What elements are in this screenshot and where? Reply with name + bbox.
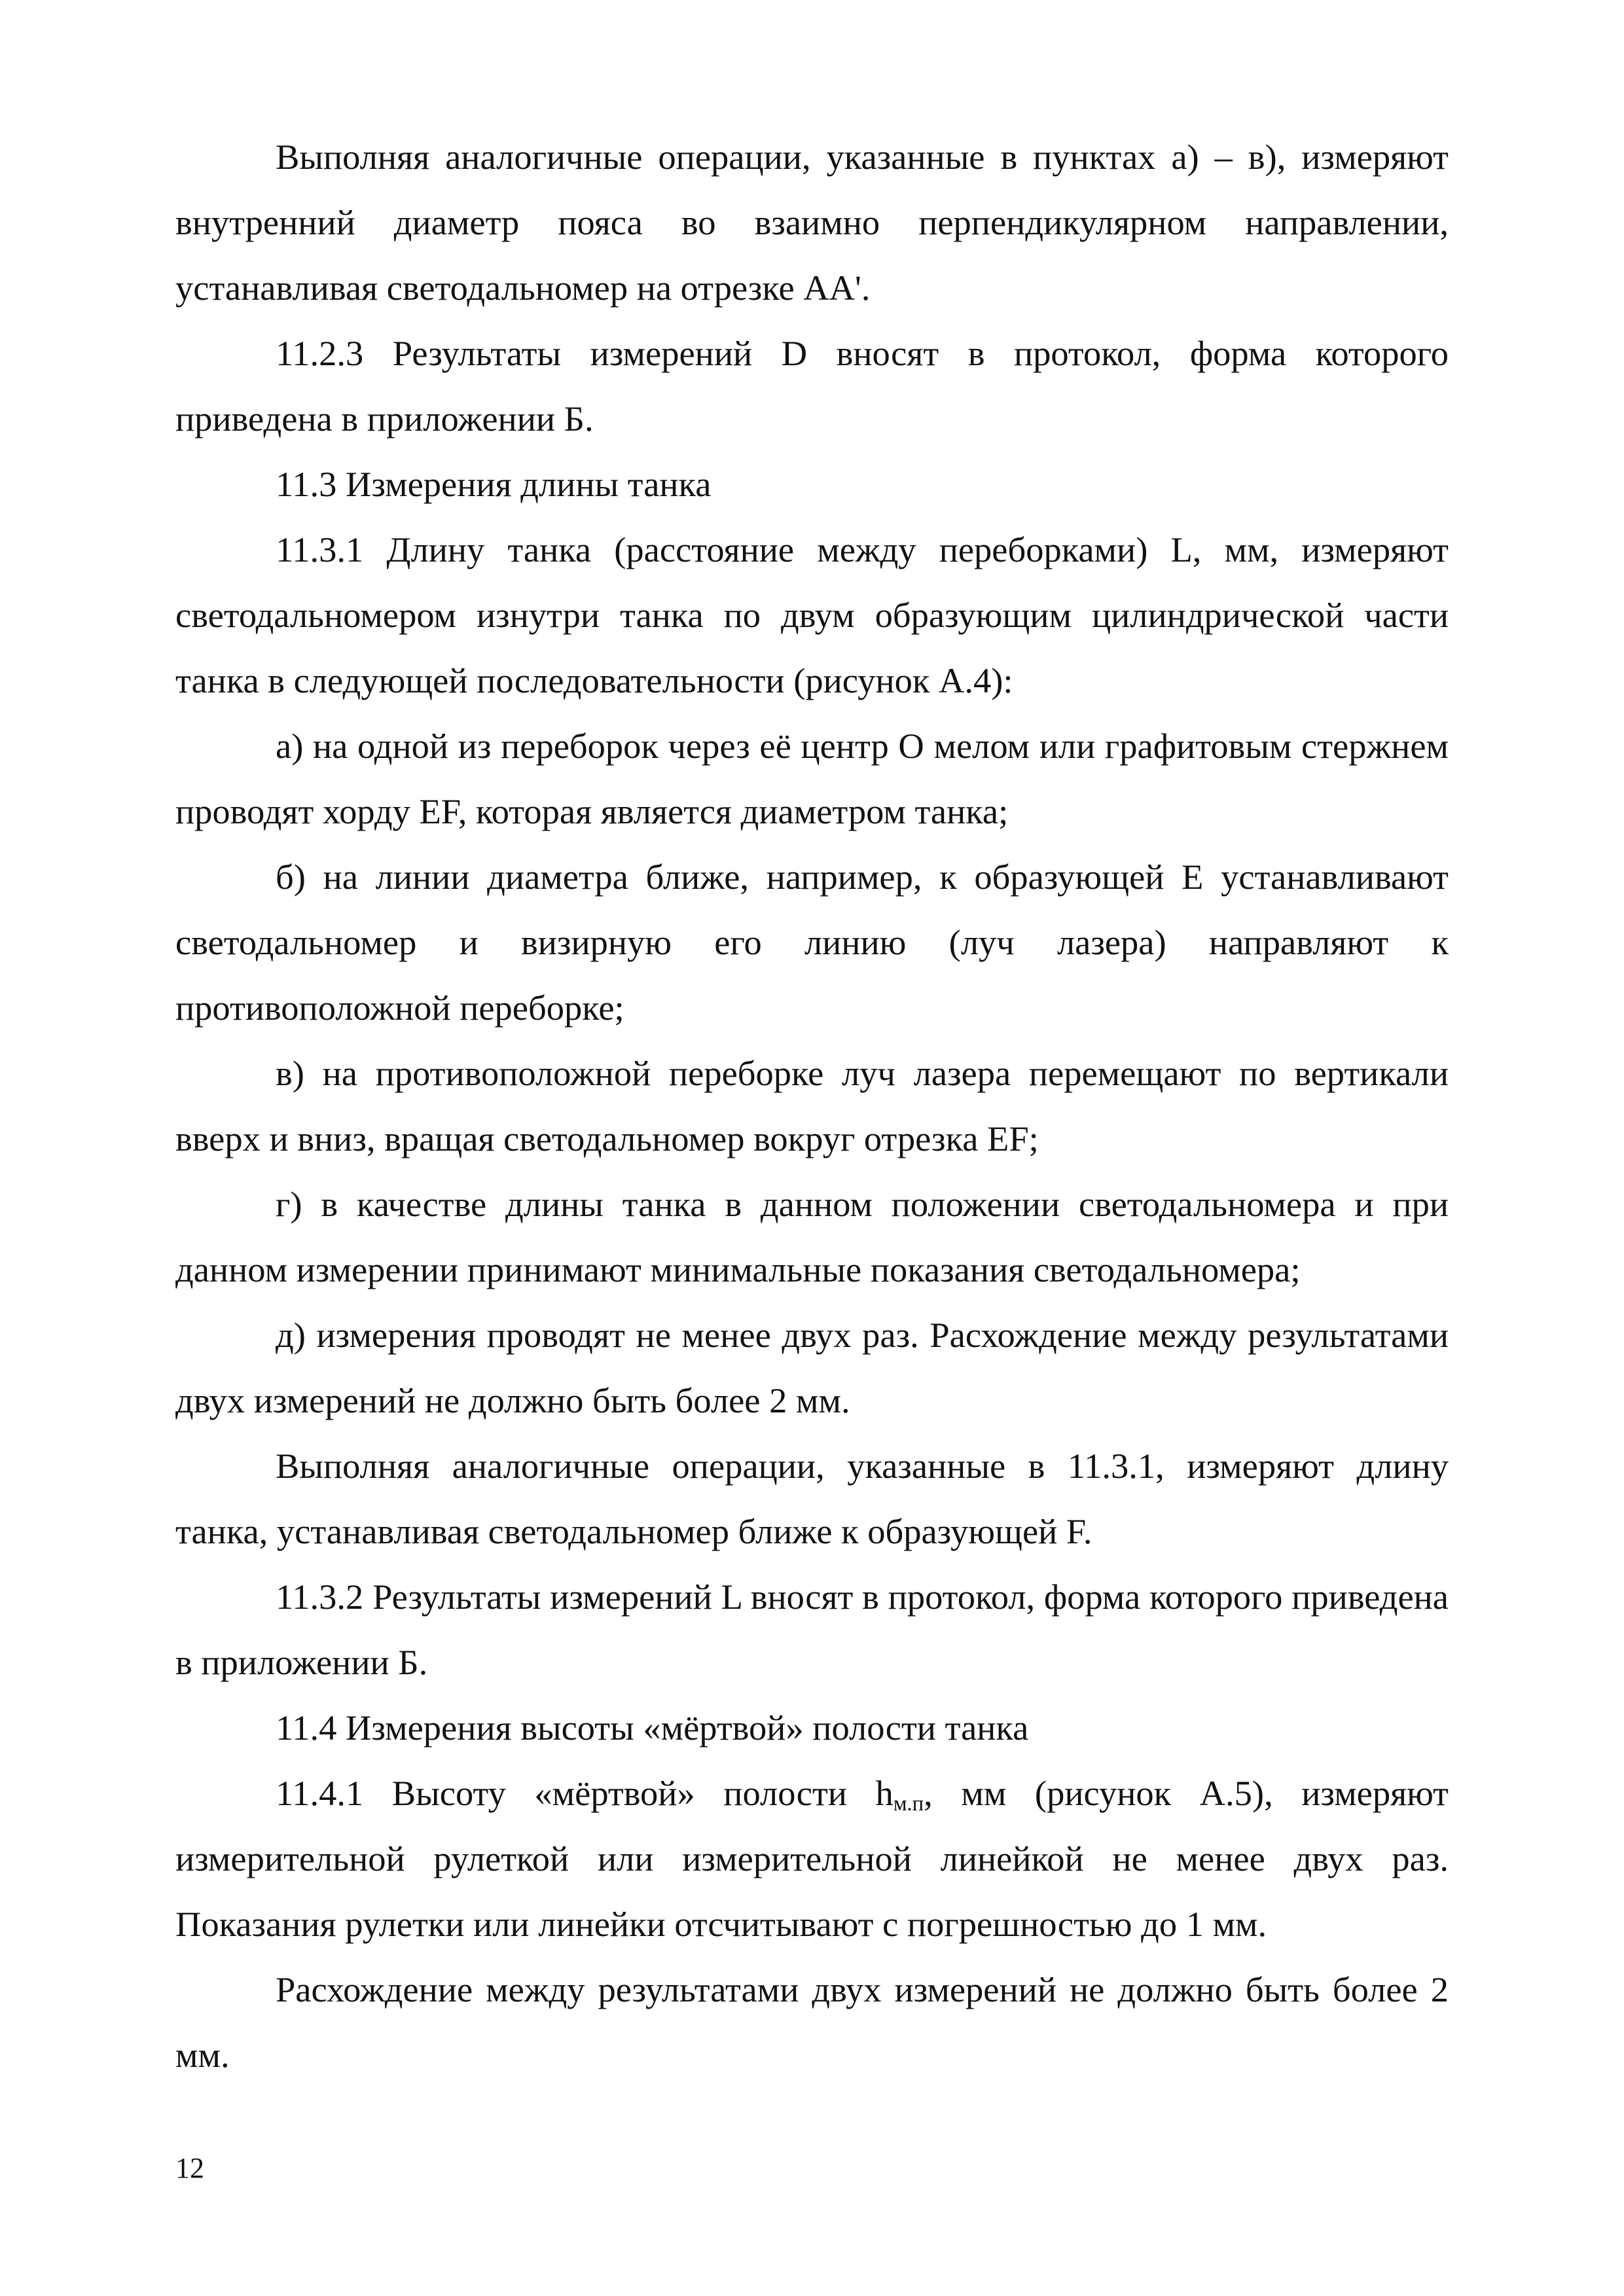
- paragraph-11-3-1: 11.3.1 Длину танка (расстояние между переборками) L, мм, измеряют светодальномером изнутри танка по двум образующим цилиндрической части танка в следующей последовательности (рисунок А.4):: [175, 529, 1449, 700]
- list-item-d: д) измерения проводят не менее двух раз. Расхождение между результатами двух измерений не должно быть более 2 мм.: [175, 1315, 1449, 1420]
- paragraph-measure-perpendicular: Выполняя аналогичные операции, указанные в пунктах а) – в), измеряют внутренний диаметр пояса во взаимно перпендикулярном направлении, устанавливая светодальномер на отрезке АА'.: [175, 137, 1449, 308]
- page-number: 12: [175, 2152, 204, 2184]
- list-item-g: г) в качестве длины танка в данном положении светодальномера и при данном измерении принимают минимальные показания светодальномера;: [175, 1184, 1449, 1289]
- list-item-v: в) на противоположной переборке луч лазера перемещают по вертикали вверх и вниз, вращая светодальномер вокруг отрезка EF;: [175, 1053, 1449, 1158]
- hmp-subscript: м.п: [893, 1792, 924, 1816]
- paragraph-length-f: Выполняя аналогичные операции, указанные в 11.3.1, измеряют длину танка, устанавливая светодальномер ближе к образующей F.: [175, 1446, 1449, 1551]
- body-text: [175, 124, 1449, 2088]
- hmp-text-before: 11.4.1 Высоту «мёртвой» полости h: [276, 1773, 893, 1813]
- paragraph-11-3-2: 11.3.2 Результаты измерений L вносят в протокол, форма которого приведена в приложении Б.: [175, 1577, 1449, 1682]
- heading-11-3: 11.3 Измерения длины танка: [276, 464, 712, 504]
- paragraph-11-4-1: [175, 1761, 1449, 1957]
- list-item-b: б) на линии диаметра ближе, например, к образующей Е устанавливают светодальномер и визирную его линию (луч лазера) направляют к противоположной переборке;: [175, 857, 1449, 1028]
- list-item-a: а) на одной из переборок через её центр О мелом или графитовым стержнем проводят хорду EF, которая является диаметром танка;: [175, 726, 1449, 831]
- heading-11-4: 11.4 Измерения высоты «мёртвой» полости танка: [276, 1708, 1029, 1748]
- paragraph-discrepancy: Расхождение между результатами двух измерений не должно быть более 2 мм.: [175, 1969, 1449, 2075]
- hmp-text-after: , мм (рисунок А.5), измеряют измерительной рулеткой или измерительной линейкой не менее двух раз. Показания рулетки или линейки отсчитывают с погрешностью до 1 мм.: [175, 1773, 1449, 1944]
- paragraph-11-2-3: 11.2.3 Результаты измерений D вносят в протокол, форма которого приведена в приложении Б.: [175, 333, 1449, 439]
